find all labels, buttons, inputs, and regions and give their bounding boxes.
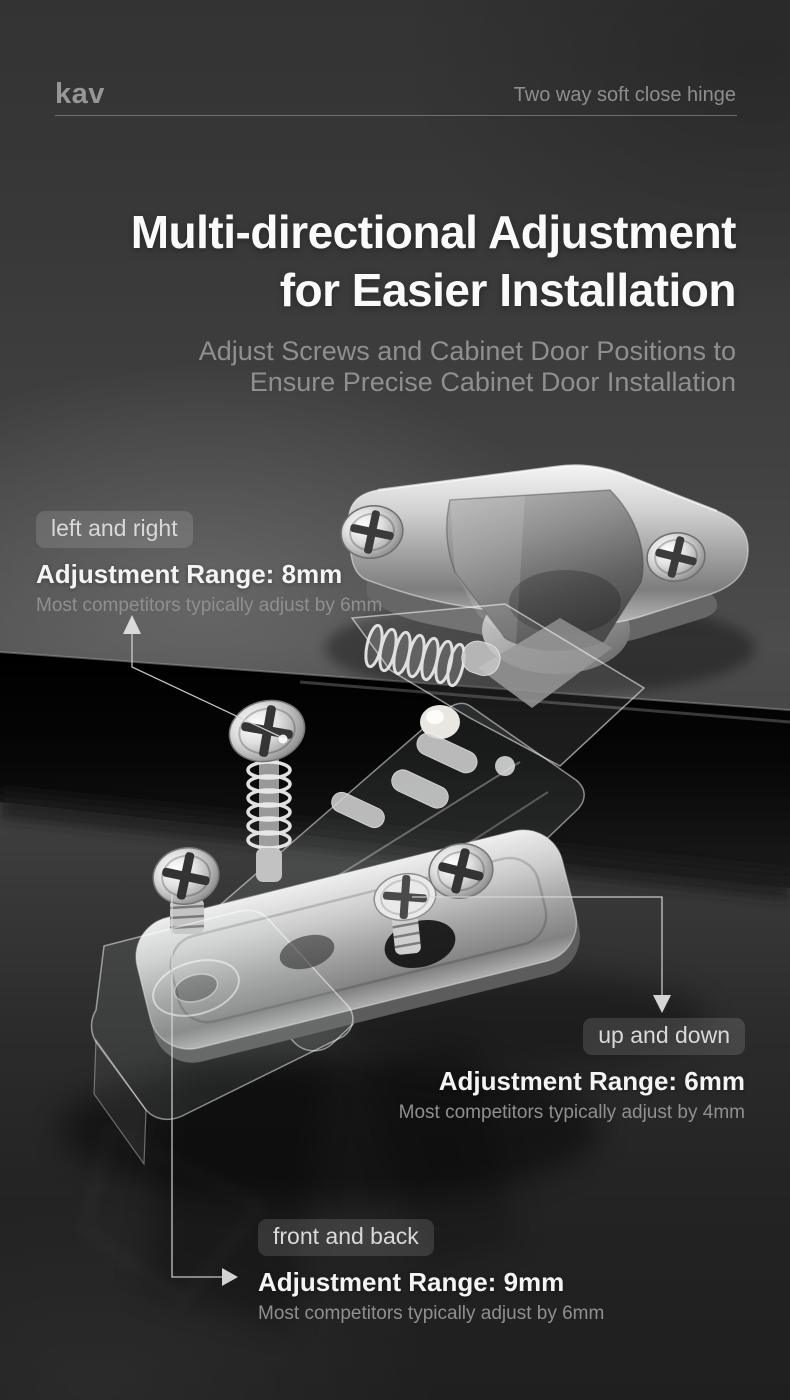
adjustment-range: Adjustment Range: 6mm	[438, 1066, 745, 1096]
adjustment-range: Adjustment Range: 8mm	[36, 559, 343, 589]
annotation-left-right	[36, 511, 382, 617]
direction-badge: left and right	[36, 511, 193, 548]
competitor-note: Most competitors typically adjust by 6mm	[36, 595, 383, 616]
direction-badge: front and back	[258, 1219, 434, 1256]
header-divider	[55, 115, 737, 116]
page-title	[131, 203, 736, 319]
competitor-note: Most competitors typically adjust by 4mm	[398, 1102, 745, 1123]
page-subtitle	[199, 336, 736, 398]
adjustment-range: Adjustment Range: 9mm	[258, 1267, 565, 1297]
up-arrow-icon	[123, 615, 141, 634]
annotation-up-down	[399, 1018, 745, 1124]
competitor-note: Most competitors typically adjust by 6mm	[258, 1303, 605, 1324]
product-tagline: Two way soft close hinge	[513, 84, 736, 106]
page-title-line2: for Easier Installation	[279, 264, 736, 316]
direction-badge: up and down	[583, 1018, 745, 1055]
annotation-front-back	[258, 1219, 604, 1325]
page-subtitle-line2: Ensure Precise Cabinet Door Installation	[249, 367, 736, 397]
page-subtitle-line1: Adjust Screws and Cabinet Door Positions to	[198, 336, 736, 366]
brand-logo: kav	[55, 78, 105, 110]
page-title-line1: Multi-directional Adjustment	[130, 206, 736, 258]
